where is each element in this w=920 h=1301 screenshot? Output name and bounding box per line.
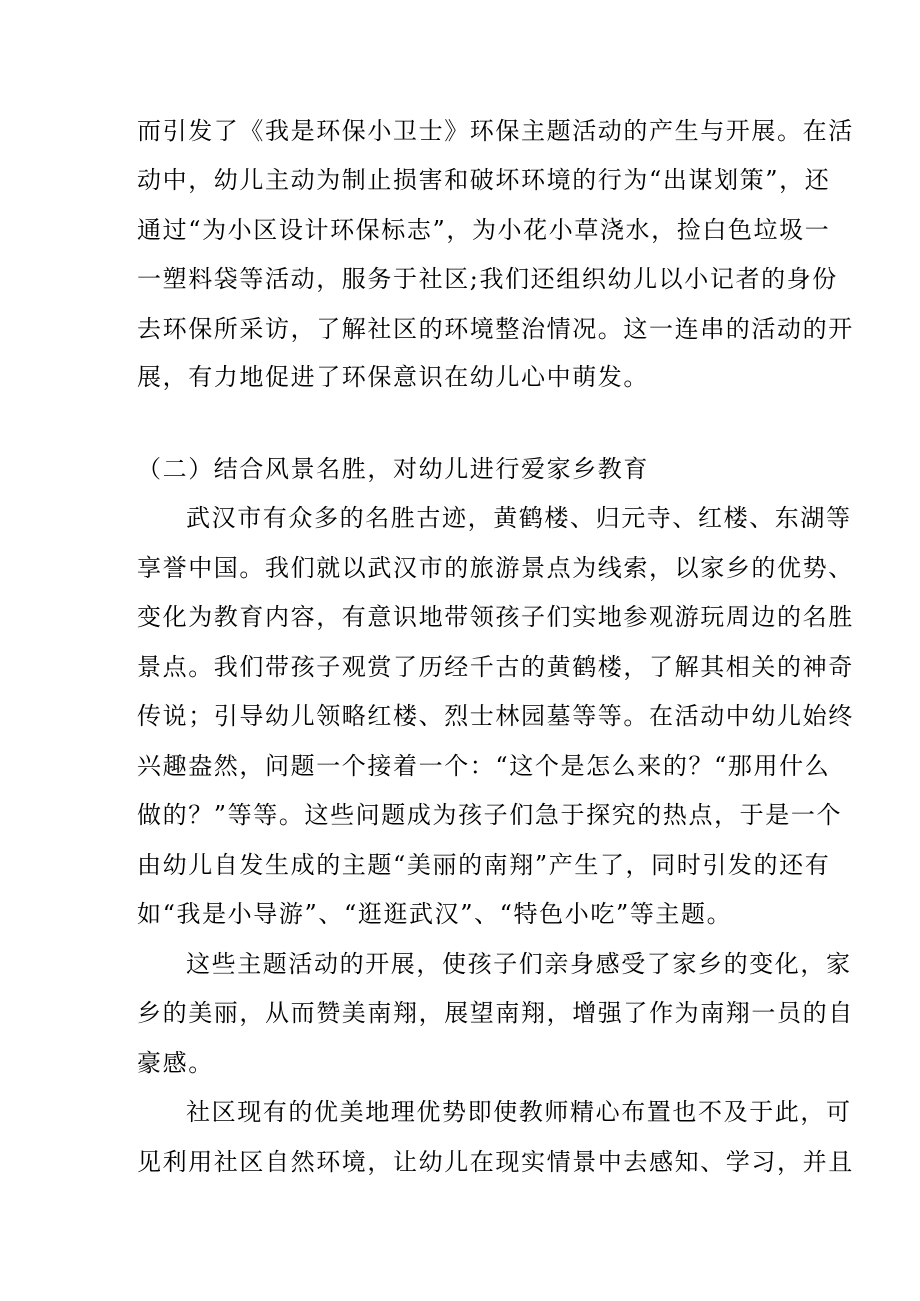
paragraph-line: 见利用社区自然环境，让幼儿在现实情景中去感知、学习，并且 <box>137 1148 854 1176</box>
paragraph-line: 通过“为小区设计环保标志”，为小花小草浇水，捡白色垃圾一 <box>137 216 831 244</box>
paragraph-line: 去环保所采访，了解社区的环境整治情况。这一连串的活动的开 <box>137 315 854 343</box>
paragraph-line: 做的？”等等。这些问题成为孩子们急于探究的热点，于是一个 <box>137 801 843 829</box>
paragraph-line: 传说；引导幼儿领略红楼、烈士林园墓等等。在活动中幼儿始终 <box>137 702 854 730</box>
paragraph-line: 景点。我们带孩子观赏了历经千古的黄鹤楼，了解其相关的神奇 <box>137 653 854 681</box>
paragraph-line: 如“我是小导游”、“逛逛武汉”、“特色小吃”等主题。 <box>137 900 733 928</box>
paragraph-line: 动中，幼儿主动为制止损害和破坏环境的行为“出谋划策”，还 <box>137 166 831 194</box>
paragraph-line: 兴趣盎然，问题一个接着一个：“这个是怎么来的？“那用什么 <box>137 752 831 780</box>
section-heading: （二）结合风景名胜，对幼儿进行爱家乡教育 <box>137 455 649 483</box>
paragraph-line: 社区现有的优美地理优势即使教师精心布置也不及于此，可 <box>186 1098 852 1126</box>
paragraph-line: 豪感。 <box>137 1049 214 1077</box>
paragraph-line: 武汉市有众多的名胜古迹，黄鹤楼、归元寺、红楼、东湖等 <box>186 504 852 532</box>
paragraph-line: 而引发了《我是环保小卫士》环保主题活动的产生与开展。在活 <box>137 117 854 145</box>
paragraph-line: 乡的美丽，从而赞美南翔，展望南翔，增强了作为南翔一员的自 <box>137 999 854 1027</box>
paragraph-line: 变化为教育内容，有意识地带领孩子们实地参观游玩周边的名胜 <box>137 603 854 631</box>
paragraph-line: 展，有力地促进了环保意识在幼儿心中萌发。 <box>137 363 649 391</box>
paragraph-line: 这些主题活动的开展，使孩子们亲身感受了家乡的变化，家 <box>186 950 852 978</box>
paragraph-line: 享誉中国。我们就以武汉市的旅游景点为线索，以家乡的优势、 <box>137 554 854 582</box>
paragraph-line: 一塑料袋等活动，服务于社区;我们还组织幼儿以小记者的身份 <box>137 265 838 293</box>
paragraph-line: 由幼儿自发生成的主题“美丽的南翔”产生了，同时引发的还有 <box>137 851 831 879</box>
